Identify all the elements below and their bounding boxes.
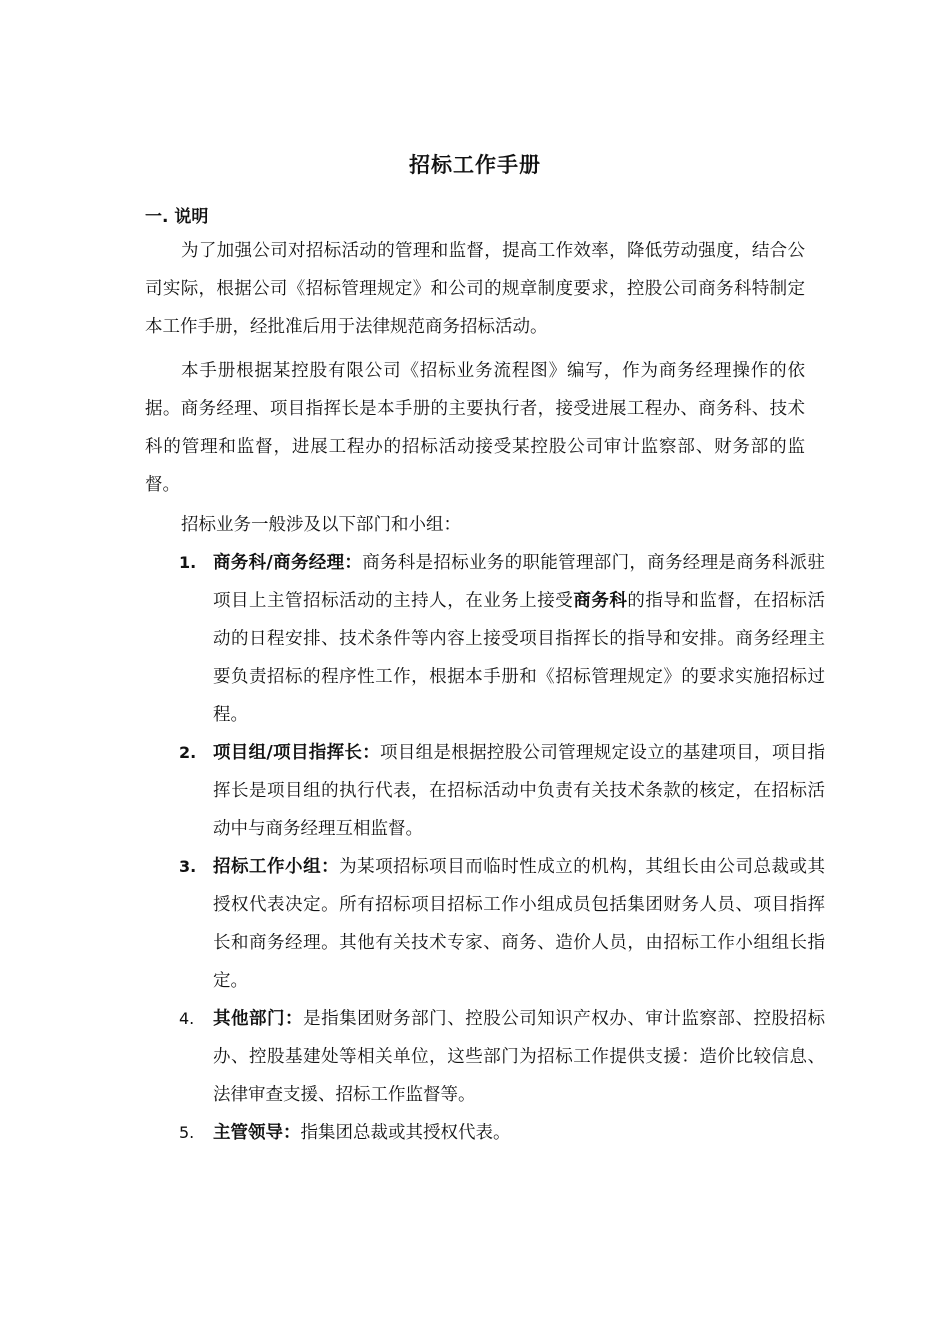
list-text: 指集团总裁或其授权代表。 <box>300 1123 511 1143</box>
paragraph-purpose: 为了加强公司对招标活动的管理和监督，提高工作效率，降低劳动强度，结合公司实际，根据公司《招标管理规定》和公司的规章制度要求，控股公司商务科特制定本工作手册，经批准后用于法律规范商务招标活动。 <box>145 241 805 337</box>
list-item-leadership <box>145 1114 825 1152</box>
list-text: 为某项招标项目而临时性成立的机构，其组长由公司总裁或其授权代表决定。所有招标项目招标工作小组成员包括集团财务人员、项目指挥长和商务经理。其他有关技术专家、商务、造价人员，由招标工作小组组长指定。 <box>213 857 826 991</box>
list-text-after: 的指导和监督，在招标活动的日程安排、技术条件等内容上接受项目指挥长的指导和安排。商务经理主要负责招标的程序性工作，根据本手册和《招标管理规定》的要求实施招标过程。 <box>213 591 826 725</box>
list-inline-bold: 商务科 <box>573 591 628 611</box>
list-number: 5. <box>179 1123 195 1142</box>
list-term: 招标工作小组： <box>213 857 340 877</box>
list-item-commerce <box>145 544 825 734</box>
list-term: 其他部门： <box>213 1009 304 1029</box>
list-item-other-departments <box>145 1000 825 1114</box>
paragraph-basis: 本手册根据某控股有限公司《招标业务流程图》编写，作为商务经理操作的依据。商务经理、项目指挥长是本手册的主要执行者，接受进展工程办、商务科、技术科的管理和监督，进展工程办的招标活动接受某控股公司审计监察部、财务部的监督。 <box>145 361 805 495</box>
section-heading: 一. 说明 <box>145 207 209 227</box>
list-item-bidding-team <box>145 848 825 1000</box>
list-term: 商务科/商务经理： <box>213 553 363 573</box>
list-item-project-group <box>145 734 825 848</box>
list-text: 是指集团财务部门、控股公司知识产权办、审计监察部、控股招标办、控股基建处等相关单位，这些部门为招标工作提供支援：造价比较信息、法律审查支援、招标工作监督等。 <box>213 1009 826 1105</box>
list-text: 商务科是招标业务的职能管理部门，商务经理是商务科派驻项目上主管招标活动的主持人，在业务上接受 <box>213 553 825 611</box>
list-text: 项目组是根据控股公司管理规定设立的基建项目，项目指挥长是项目组的执行代表，在招标活动中负责有关技术条款的核定，在招标活动中与商务经理互相监督。 <box>213 743 825 839</box>
list-term: 项目组/项目指挥长： <box>213 743 381 763</box>
paragraph-departments-intro: 招标业务一般涉及以下部门和小组： <box>181 515 461 535</box>
list-number: 3. <box>179 857 197 876</box>
department-list <box>145 544 825 1152</box>
document-title: 招标工作手册 <box>409 153 541 177</box>
list-number: 1. <box>179 553 197 572</box>
list-term: 主管领导： <box>213 1123 301 1143</box>
list-number: 4. <box>179 1009 195 1028</box>
list-number: 2. <box>179 743 197 762</box>
